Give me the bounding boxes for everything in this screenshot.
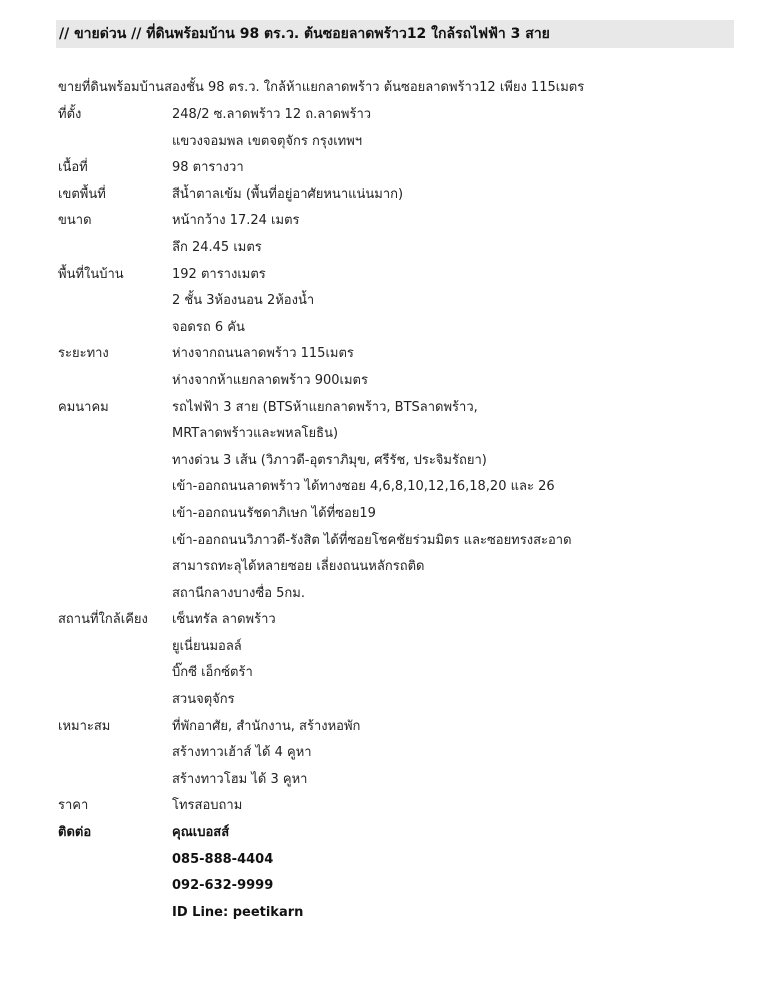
contact-row <box>58 824 758 851</box>
detail-label: คมนาคม <box>58 399 109 415</box>
detail-value: 248/2 ซ.ลาดพร้าว 12 ถ.ลาดพร้าว <box>172 107 372 122</box>
detail-label: เขตพื้นที่ <box>58 186 106 202</box>
detail-value: ทางด่วน 3 เส้น (วิภาวดี-อุตราภิมุข, ศรีรัช, ประจิมรัถยา) <box>172 452 487 468</box>
detail-value: ลึก 24.45 เมตร <box>172 239 262 255</box>
detail-row <box>58 532 758 559</box>
detail-value: สถานีกลางบางซื่อ 5กม. <box>172 585 305 601</box>
detail-row <box>58 399 758 426</box>
detail-value: โทรสอบถาม <box>172 798 243 814</box>
property-details <box>58 106 758 930</box>
listing-title: // ขายด่วน // ที่ดินพร้อมบ้าน 98 ตร.ว. ต้นซอยลาดพร้าว12 ใกล้รถไฟฟ้า 3 สาย <box>56 20 734 48</box>
detail-row <box>58 558 758 585</box>
detail-value: เข้า-ออกถนนลาดพร้าว ได้ทางซอย 4,6,8,10,12,16,18,20 และ 26 <box>172 479 555 495</box>
detail-row <box>58 691 758 718</box>
contact-row <box>58 851 758 878</box>
detail-row <box>58 771 758 798</box>
detail-value: เซ็นทรัล ลาดพร้าว <box>172 612 276 628</box>
detail-value: สีน้ำตาลเข้ม (พื้นที่อยู่อาศัยหนาแน่นมาก) <box>172 186 404 202</box>
detail-value: เข้า-ออกถนนวิภาวดี-รังสิต ได้ที่ซอยโชคชัยร่วมมิตร และซอยทรงสะอาด <box>172 532 572 548</box>
contact-label: ติดต่อ <box>58 825 92 841</box>
detail-row <box>58 239 758 266</box>
detail-row <box>58 372 758 399</box>
detail-value: สร้างทาวเฮ้าส์ ได้ 4 คูหา <box>172 745 312 761</box>
detail-label: ราคา <box>58 798 89 814</box>
contact-name: คุณเบอสส์ <box>172 825 230 841</box>
detail-row <box>58 319 758 346</box>
detail-row <box>58 133 758 160</box>
detail-row <box>58 292 758 319</box>
detail-row <box>58 744 758 771</box>
detail-row <box>58 638 758 665</box>
detail-label: ระยะทาง <box>58 346 109 362</box>
detail-row <box>58 425 758 452</box>
detail-value: ห่างจากถนนลาดพร้าว 115เมตร <box>172 346 354 362</box>
detail-value: 192 ตารางเมตร <box>172 266 266 282</box>
detail-value: เข้า-ออกถนนรัชดาภิเษก ได้ที่ซอย19 <box>172 505 376 521</box>
detail-row <box>58 266 758 293</box>
contact-phone: 085-888-4404 <box>172 851 274 867</box>
detail-value: 98 ตารางวา <box>172 160 244 176</box>
contact-row <box>58 877 758 904</box>
detail-value: แขวงจอมพล เขตจตุจักร กรุงเทพฯ <box>172 133 363 149</box>
detail-row <box>58 478 758 505</box>
detail-label: ที่ตั้ง <box>58 107 82 122</box>
detail-row <box>58 505 758 532</box>
detail-value: สวนจตุจักร <box>172 692 235 708</box>
detail-label: พื้นที่ในบ้าน <box>58 266 124 282</box>
detail-value: บิ๊กซี เอ็กซ์ตร้า <box>172 665 253 681</box>
detail-row <box>58 186 758 213</box>
detail-label: สถานที่ใกล้เคียง <box>58 612 148 628</box>
detail-value: ห่างจากห้าแยกลาดพร้าว 900เมตร <box>172 372 368 388</box>
detail-row <box>58 797 758 824</box>
detail-value: จอดรถ 6 คัน <box>172 319 245 335</box>
detail-value: MRTลาดพร้าวและพหลโยธิน) <box>172 426 339 442</box>
detail-value: รถไฟฟ้า 3 สาย (BTSห้าแยกลาดพร้าว, BTSลาดพร้าว, <box>172 399 478 415</box>
detail-value: ยูเนี่ยนมอลล์ <box>172 638 242 654</box>
detail-row <box>58 611 758 638</box>
detail-row <box>58 212 758 239</box>
detail-row <box>58 664 758 691</box>
detail-row <box>58 345 758 372</box>
detail-value: สร้างทาวโฮม ได้ 3 คูหา <box>172 771 308 787</box>
contact-row <box>58 904 758 931</box>
detail-label: ขนาด <box>58 213 92 229</box>
detail-row <box>58 452 758 479</box>
detail-row <box>58 159 758 186</box>
detail-value: สามารถทะลุได้หลายซอย เลี่ยงถนนหลักรถติด <box>172 559 425 575</box>
detail-value: 2 ชั้น 3ห้องนอน 2ห้องน้ำ <box>172 293 315 309</box>
detail-row <box>58 718 758 745</box>
contact-phone: 092-632-9999 <box>172 878 274 894</box>
detail-value: หน้ากว้าง 17.24 เมตร <box>172 213 300 229</box>
detail-label: เหมาะสม <box>58 718 111 734</box>
detail-row <box>58 106 758 133</box>
contact-line-id: ID Line: peetikarn <box>172 904 304 920</box>
detail-value: ที่พักอาศัย, สำนักงาน, สร้างหอพัก <box>172 718 361 734</box>
detail-label: เนื้อที่ <box>58 160 88 176</box>
detail-row <box>58 585 758 612</box>
listing-intro: ขายที่ดินพร้อมบ้านสองชั้น 98 ตร.ว. ใกล้ห้าแยกลาดพร้าว ต้นซอยลาดพร้าว12 เพียง 115เมตร <box>58 80 585 95</box>
